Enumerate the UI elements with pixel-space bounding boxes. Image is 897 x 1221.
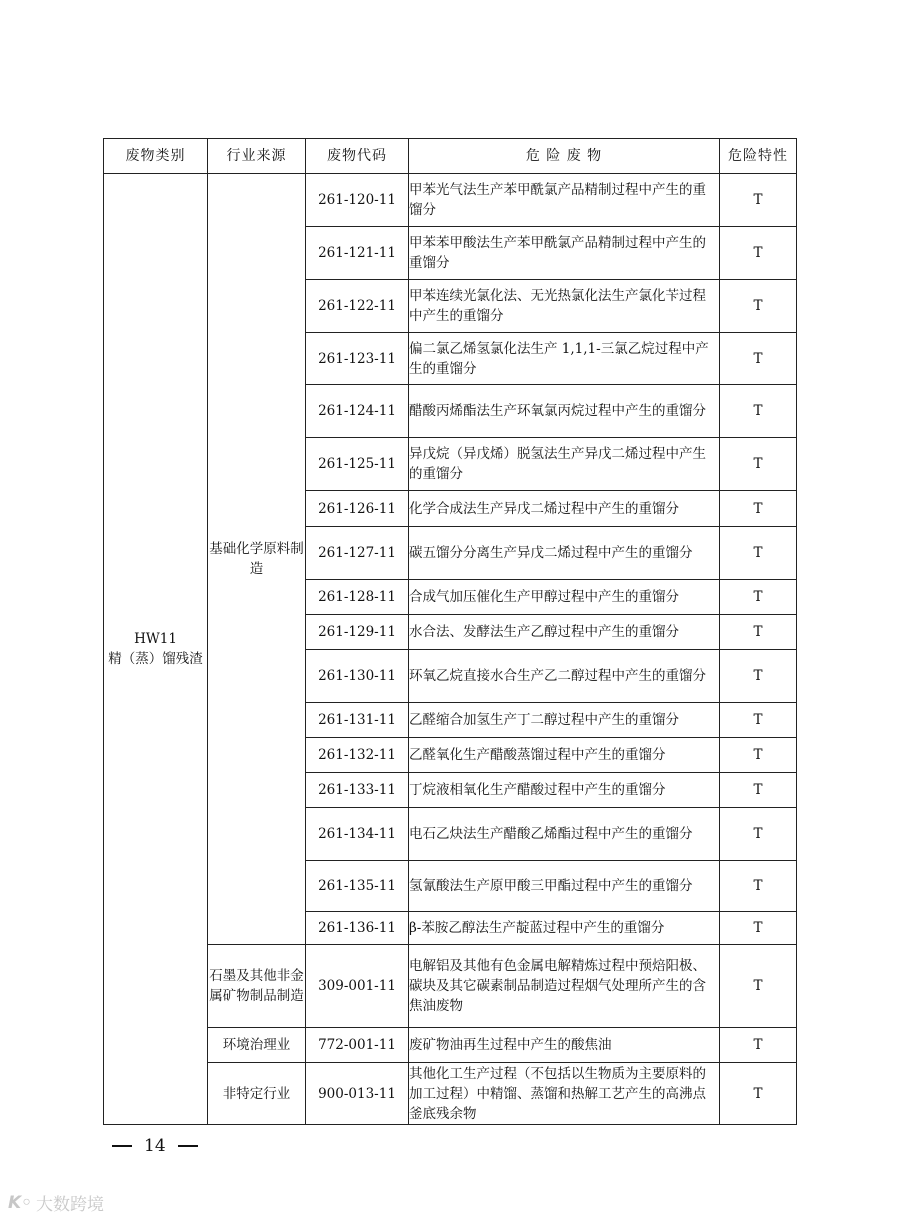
waste-description-cell: 异戊烷（异戊烯）脱氢法生产异戊二烯过程中产生的重馏分 [409, 438, 720, 491]
waste-description-cell: 碳五馏分分离生产异戊二烯过程中产生的重馏分 [409, 527, 720, 580]
hazard-property-cell: T [720, 1063, 797, 1125]
table-header-row [104, 139, 797, 174]
waste-description-cell: 电解铝及其他有色金属电解精炼过程中预焙阳极、碳块及其它碳素制品制造过程烟气处理所产生的含焦油废物 [409, 945, 720, 1028]
hazard-property-cell: T [720, 385, 797, 438]
waste-description-cell: 化学合成法生产异戊二烯过程中产生的重馏分 [409, 491, 720, 527]
table-row [104, 1063, 797, 1125]
hazard-property-cell: T [720, 945, 797, 1028]
hazard-property-cell: T [720, 527, 797, 580]
waste-code-cell: 261-132-11 [306, 738, 409, 773]
waste-description-cell: 醋酸丙烯酯法生产环氧氯丙烷过程中产生的重馏分 [409, 385, 720, 438]
industry-source-cell: 环境治理业 [208, 1028, 306, 1063]
waste-code-cell: 261-121-11 [306, 227, 409, 280]
waste-code-cell: 261-128-11 [306, 580, 409, 615]
waste-code-cell: 261-130-11 [306, 650, 409, 703]
waste-description-cell: 乙醛缩合加氢生产丁二醇过程中产生的重馏分 [409, 703, 720, 738]
waste-description-cell: 合成气加压催化生产甲醇过程中产生的重馏分 [409, 580, 720, 615]
waste-code-cell: 261-136-11 [306, 912, 409, 945]
hazard-property-cell: T [720, 280, 797, 333]
watermark-logo-icon: K◦ [8, 1192, 33, 1213]
hazard-property-cell: T [720, 615, 797, 650]
waste-description-cell: 甲苯苯甲酸法生产苯甲酰氯产品精制过程中产生的重馏分 [409, 227, 720, 280]
page-number-dash-right [178, 1145, 198, 1147]
waste-description-cell: 偏二氯乙烯氢氯化法生产 1,1,1-三氯乙烷过程中产生的重馏分 [409, 333, 720, 385]
waste-description-cell: 环氧乙烷直接水合生产乙二醇过程中产生的重馏分 [409, 650, 720, 703]
page-number-dash-left [112, 1145, 132, 1147]
hazard-property-cell: T [720, 861, 797, 912]
hazard-property-cell: T [720, 808, 797, 861]
header-hazard-property: 危险特性 [720, 139, 797, 174]
hazard-property-cell: T [720, 703, 797, 738]
waste-description-cell: 水合法、发酵法生产乙醇过程中产生的重馏分 [409, 615, 720, 650]
waste-description-cell: 废矿物油再生过程中产生的酸焦油 [409, 1028, 720, 1063]
waste-code-cell: 309-001-11 [306, 945, 409, 1028]
waste-code-cell: 261-120-11 [306, 174, 409, 227]
hazard-property-cell: T [720, 227, 797, 280]
waste-description-cell: 甲苯连续光氯化法、无光热氯化法生产氯化苄过程中产生的重馏分 [409, 280, 720, 333]
waste-code-cell: 772-001-11 [306, 1028, 409, 1063]
industry-source-cell: 石墨及其他非金属矿物制品制造 [208, 945, 306, 1028]
page-number-text: 14 [144, 1136, 166, 1156]
table-row [104, 174, 797, 227]
industry-source-cell: 基础化学原料制造 [208, 174, 306, 945]
waste-code-cell: 261-131-11 [306, 703, 409, 738]
waste-code-cell: 261-129-11 [306, 615, 409, 650]
hazardous-waste-table [103, 138, 797, 1125]
waste-description-cell: 电石乙炔法生产醋酸乙烯酯过程中产生的重馏分 [409, 808, 720, 861]
watermark [8, 1190, 104, 1215]
table-row [104, 1028, 797, 1063]
page-number [112, 1136, 198, 1156]
waste-description-cell: 丁烷液相氧化生产醋酸过程中产生的重馏分 [409, 773, 720, 808]
waste-description-cell: β-苯胺乙醇法生产靛蓝过程中产生的重馏分 [409, 912, 720, 945]
hazard-property-cell: T [720, 1028, 797, 1063]
hazard-property-cell: T [720, 580, 797, 615]
header-waste-category: 废物类别 [104, 139, 208, 174]
waste-code-cell: 261-123-11 [306, 333, 409, 385]
table-body [104, 174, 797, 1125]
waste-code-cell: 261-122-11 [306, 280, 409, 333]
hazard-property-cell: T [720, 491, 797, 527]
waste-code-cell: 261-126-11 [306, 491, 409, 527]
waste-code-cell: 900-013-11 [306, 1063, 409, 1125]
header-industry-source: 行业来源 [208, 139, 306, 174]
header-hazardous-waste: 危 险 废 物 [409, 139, 720, 174]
waste-code-cell: 261-124-11 [306, 385, 409, 438]
header-waste-code: 废物代码 [306, 139, 409, 174]
waste-description-cell: 乙醛氧化生产醋酸蒸馏过程中产生的重馏分 [409, 738, 720, 773]
hazard-property-cell: T [720, 738, 797, 773]
waste-code-cell: 261-133-11 [306, 773, 409, 808]
watermark-text: 大数跨境 [36, 1195, 105, 1215]
waste-code-cell: 261-125-11 [306, 438, 409, 491]
table-row [104, 945, 797, 1028]
waste-category-cell: HW11 精（蒸）馏残渣 [104, 174, 208, 1125]
hazard-property-cell: T [720, 773, 797, 808]
hazard-property-cell: T [720, 174, 797, 227]
waste-code-cell: 261-135-11 [306, 861, 409, 912]
waste-code-cell: 261-127-11 [306, 527, 409, 580]
waste-description-cell: 其他化工生产过程（不包括以生物质为主要原料的加工过程）中精馏、蒸馏和热解工艺产生的高沸点釜底残余物 [409, 1063, 720, 1125]
hazard-property-cell: T [720, 650, 797, 703]
hazard-property-cell: T [720, 438, 797, 491]
waste-description-cell: 甲苯光气法生产苯甲酰氯产品精制过程中产生的重馏分 [409, 174, 720, 227]
waste-description-cell: 氢氰酸法生产原甲酸三甲酯过程中产生的重馏分 [409, 861, 720, 912]
hazard-property-cell: T [720, 912, 797, 945]
industry-source-cell: 非特定行业 [208, 1063, 306, 1125]
hazard-property-cell: T [720, 333, 797, 385]
waste-code-cell: 261-134-11 [306, 808, 409, 861]
